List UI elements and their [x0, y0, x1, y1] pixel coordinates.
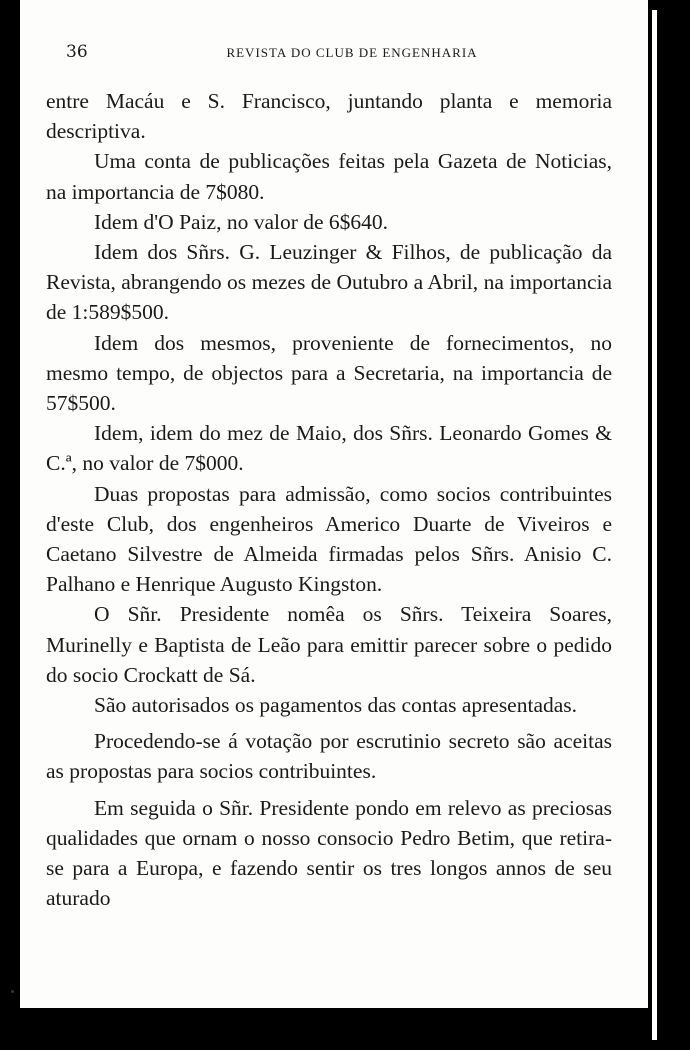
paragraph: Em seguida o Sñr. Presidente pondo em relevo as preciosas qualidades que ornam o nosso consocio Pedro Betim, que retira-se para a Europa, e fazendo sentir os tres longos annos de seu aturado: [46, 795, 612, 911]
paragraph: Idem dos Sñrs. G. Leuzinger & Filhos, de publicação da Revista, abrangendo os mezes de Outubro a Abril, na importancia de 1:589$500.: [46, 240, 612, 325]
paragraph: Procedendo-se á votação por escrutinio secreto são aceitas as propostas para socios contribuintes.: [46, 729, 612, 784]
scan-edge-stripe: [652, 10, 657, 1040]
running-title: REVISTA DO CLUB DE ENGENHARIA: [226, 45, 478, 60]
paragraph: São autorisados os pagamentos das contas apresentadas.: [94, 693, 578, 718]
paragraph: entre Macáu e S. Francisco, juntando planta e memoria descriptiva.: [46, 89, 612, 144]
paragraph: O Sñr. Presidente nomêa os Sñrs. Teixeira Soares, Murinelly e Baptista de Leão para emittir parecer sobre o pedido do socio Crockatt de Sá.: [46, 602, 612, 687]
paragraph: Duas propostas para admissão, como socios contribuintes d'este Club, dos engenheiros Americo Duarte de Viveiros e Caetano Silvestre de Almeida firmadas pelos Sñrs. Anisio C. Palhano e Henrique Augusto Kingston.: [46, 481, 612, 597]
page-header: [66, 42, 638, 66]
paragraph: Uma conta de publicações feitas pela Gazeta de Noticias, na importancia de 7$080.: [46, 149, 612, 204]
paragraph: Idem d'O Paiz, no valor de 6$640.: [94, 209, 389, 234]
paragraph: Idem dos mesmos, proveniente de fornecimentos, no mesmo tempo, de objectos para a Secretaria, na importancia de 57$500.: [46, 330, 612, 416]
page-number: 36: [66, 42, 88, 62]
scan-speck: [11, 990, 14, 993]
paragraph: Idem, idem do mez de Maio, dos Sñrs. Leonardo Gomes & C.ª, no valor de 7$000.: [46, 421, 612, 476]
body-text: [46, 86, 612, 913]
